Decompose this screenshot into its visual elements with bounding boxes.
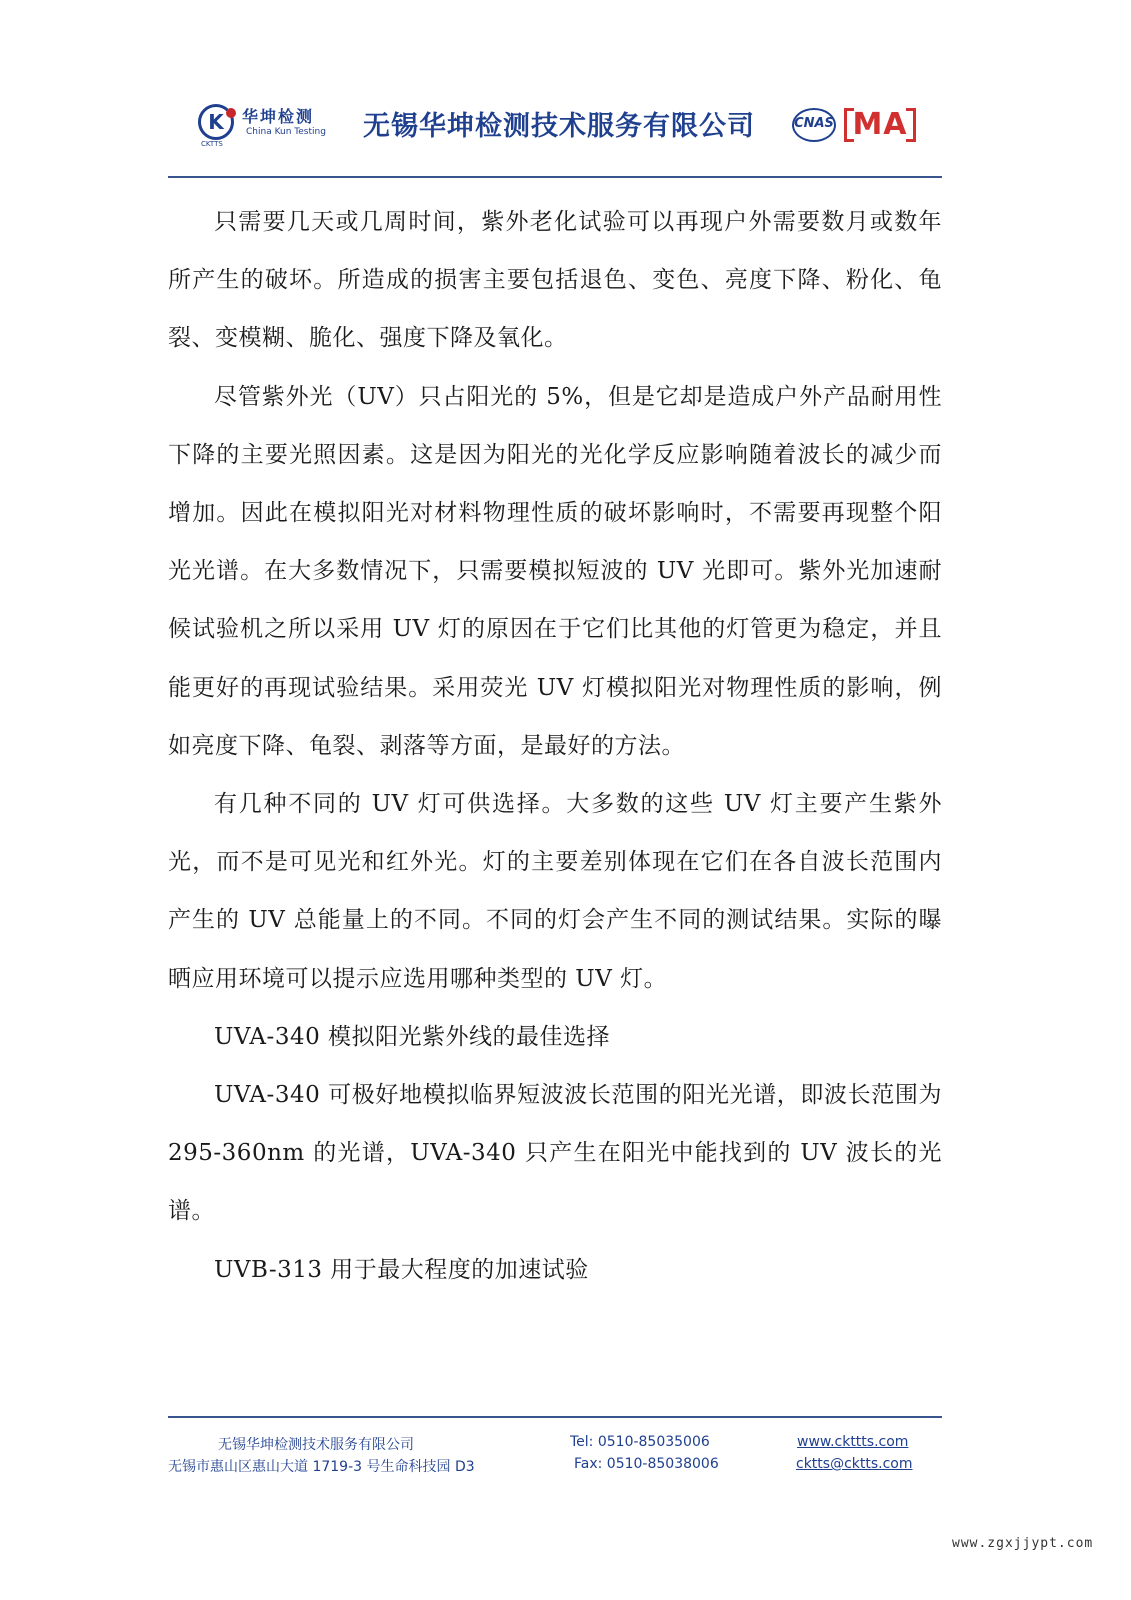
logo-mark-icon: K bbox=[198, 104, 234, 140]
footer-tel: Tel: 0510-85035006 bbox=[570, 1434, 710, 1450]
section-heading: UVA-340 模拟阳光紫外线的最佳选择 bbox=[214, 1023, 611, 1050]
cma-label: MA bbox=[852, 107, 908, 142]
watermark: www.zgxjjypt.com bbox=[952, 1536, 1094, 1551]
section-heading: UVB-313 用于最大程度的加速试验 bbox=[214, 1256, 589, 1283]
page-header bbox=[0, 0, 1131, 185]
document-body bbox=[168, 193, 942, 1299]
logo-name-en: China Kun Testing bbox=[246, 127, 326, 137]
footer-website-link[interactable]: www.ckttts.com bbox=[797, 1434, 909, 1450]
footer-email-link[interactable]: cktts@cktts.com bbox=[796, 1456, 913, 1472]
footer-divider bbox=[168, 1416, 942, 1418]
logo-accent-icon bbox=[226, 108, 236, 118]
company-logo bbox=[198, 100, 338, 150]
company-title: 无锡华坤检测技术服务有限公司 bbox=[363, 111, 755, 142]
footer-company: 无锡华坤检测技术服务有限公司 bbox=[218, 1437, 414, 1453]
paragraph: 有几种不同的 UV 灯可供选择。大多数的这些 UV 灯主要产生紫外光，而不是可见光和红外光。灯的主要差别体现在它们在各自波长范围内产生的 UV 总能量上的不同。不同的灯会产生不同的测试结果。实际的曝晒应用环境可以提示应选用哪种类型的 UV 灯。 bbox=[168, 791, 942, 992]
paragraph: 只需要几天或几周时间，紫外老化试验可以再现户外需要数月或数年所产生的破坏。所造成的损害主要包括退色、变色、亮度下降、粉化、龟裂、变模糊、脆化、强度下降及氧化。 bbox=[168, 209, 942, 352]
paragraph: 尽管紫外光（UV）只占阳光的 5%，但是它却是造成户外产品耐用性下降的主要光照因素。这是因为阳光的光化学反应影响随着波长的减少而增加。因此在模拟阳光对材料物理性质的破坏影响时，不需要再现整个阳光光谱。在大多数情况下，只需要模拟短波的 UV 光即可。紫外光加速耐候试验机之所以采用 UV 灯的原因在于它们比其他的灯管更为稳定，并且能更好的再现试验结果。采用荧光 UV 灯模拟阳光对物理性质的影响，例如亮度下降、龟裂、剥落等方面，是最好的方法。 bbox=[168, 383, 942, 759]
logo-abbrev: CKTTS bbox=[201, 140, 223, 148]
paragraph: UVA-340 可极好地模拟临界短波波长范围的阳光光谱，即波长范围为 295-360nm 的光谱，UVA-340 只产生在阳光中能找到的 UV 波长的光谱。 bbox=[168, 1082, 942, 1225]
cnas-logo bbox=[790, 108, 838, 142]
header-divider bbox=[168, 176, 942, 178]
logo-name-cn: 华坤检测 bbox=[242, 107, 315, 126]
footer-address: 无锡市惠山区惠山大道 1719-3 号生命科技园 D3 bbox=[168, 1459, 475, 1475]
cnas-label: CNAS bbox=[794, 116, 834, 131]
cma-logo bbox=[844, 106, 916, 144]
footer-fax: Fax: 0510-85038006 bbox=[574, 1456, 719, 1472]
